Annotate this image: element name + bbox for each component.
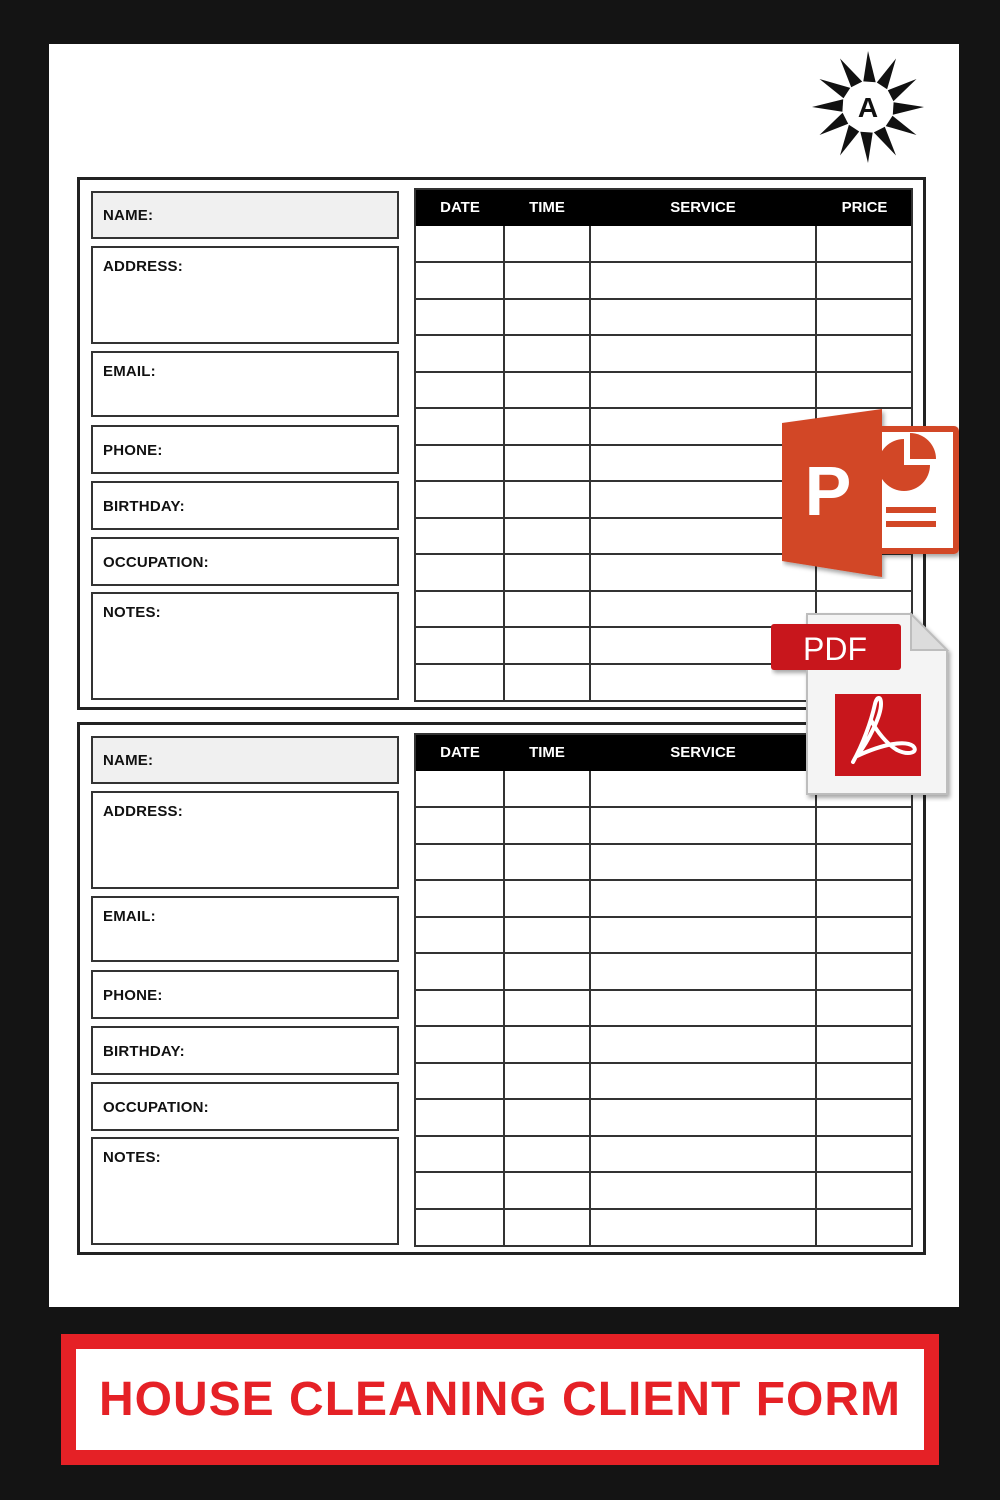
column-divider bbox=[815, 771, 817, 1245]
row-divider bbox=[416, 1098, 911, 1100]
logo-ray bbox=[812, 99, 843, 111]
row-divider bbox=[416, 1025, 911, 1027]
service-column-header: SERVICE bbox=[670, 199, 736, 216]
logo-ray bbox=[886, 116, 917, 135]
logo-ray bbox=[860, 132, 872, 163]
logo-ray bbox=[877, 59, 896, 90]
starburst-logo-icon bbox=[809, 48, 927, 166]
time-column-header: TIME bbox=[529, 199, 565, 216]
birthday-label: BIRTHDAY: bbox=[103, 1043, 185, 1060]
row-divider bbox=[416, 334, 911, 336]
column-divider bbox=[503, 226, 505, 700]
logo-ray bbox=[863, 51, 875, 82]
address-field[interactable] bbox=[91, 791, 399, 889]
row-divider bbox=[416, 843, 911, 845]
notes-field[interactable] bbox=[91, 592, 399, 700]
row-divider bbox=[416, 1135, 911, 1137]
occupation-field[interactable] bbox=[91, 1082, 399, 1131]
service-column-header: SERVICE bbox=[670, 744, 736, 761]
phone-label: PHONE: bbox=[103, 442, 163, 459]
logo-ray bbox=[874, 127, 896, 156]
row-divider bbox=[416, 371, 911, 373]
occupation-field[interactable] bbox=[91, 537, 399, 586]
form-page bbox=[49, 44, 959, 1307]
email-label: EMAIL: bbox=[103, 908, 156, 925]
logo-ray bbox=[888, 79, 917, 101]
row-divider bbox=[416, 261, 911, 263]
phone-label: PHONE: bbox=[103, 987, 163, 1004]
email-field[interactable] bbox=[91, 896, 399, 962]
row-divider bbox=[416, 590, 911, 592]
address-label: ADDRESS: bbox=[103, 803, 183, 820]
occupation-label: OCCUPATION: bbox=[103, 1099, 209, 1116]
column-divider bbox=[589, 771, 591, 1245]
email-field[interactable] bbox=[91, 351, 399, 417]
logo-ray bbox=[840, 59, 862, 88]
logo-letter: A bbox=[857, 92, 879, 123]
date-column-header: DATE bbox=[440, 199, 480, 216]
row-divider bbox=[416, 879, 911, 881]
row-divider bbox=[416, 298, 911, 300]
notes-field[interactable] bbox=[91, 1137, 399, 1245]
price-column-header: PRICE bbox=[841, 199, 888, 216]
time-column-header: TIME bbox=[529, 744, 565, 761]
name-field[interactable] bbox=[91, 736, 399, 784]
logo-ray bbox=[893, 102, 924, 114]
occupation-label: OCCUPATION: bbox=[103, 554, 209, 571]
table-header bbox=[416, 190, 911, 226]
notes-label: NOTES: bbox=[103, 1149, 161, 1166]
row-divider bbox=[416, 1062, 911, 1064]
adobe-pdf-icon bbox=[771, 612, 955, 802]
phone-field[interactable] bbox=[91, 970, 399, 1019]
column-divider bbox=[503, 771, 505, 1245]
row-divider bbox=[416, 1171, 911, 1173]
row-divider bbox=[416, 952, 911, 954]
column-divider bbox=[589, 226, 591, 700]
name-field[interactable] bbox=[91, 191, 399, 239]
date-column-header: DATE bbox=[440, 744, 480, 761]
birthday-field[interactable] bbox=[91, 481, 399, 530]
banner-title: HOUSE CLEANING CLIENT FORM bbox=[99, 1373, 901, 1426]
logo-ray bbox=[820, 113, 849, 135]
email-label: EMAIL: bbox=[103, 363, 156, 380]
logo-ray bbox=[840, 125, 859, 156]
birthday-field[interactable] bbox=[91, 1026, 399, 1075]
logo-ray bbox=[820, 79, 851, 98]
notes-label: NOTES: bbox=[103, 604, 161, 621]
row-divider bbox=[416, 989, 911, 991]
phone-field[interactable] bbox=[91, 425, 399, 474]
service-table-2 bbox=[414, 733, 913, 1247]
title-banner-inner bbox=[76, 1349, 924, 1450]
address-field[interactable] bbox=[91, 246, 399, 344]
name-label: NAME: bbox=[103, 207, 154, 224]
name-label: NAME: bbox=[103, 752, 154, 769]
pdf-label: PDF bbox=[803, 631, 867, 667]
birthday-label: BIRTHDAY: bbox=[103, 498, 185, 515]
row-divider bbox=[416, 916, 911, 918]
address-label: ADDRESS: bbox=[103, 258, 183, 275]
title-banner bbox=[61, 1334, 939, 1465]
row-divider bbox=[416, 1208, 911, 1210]
powerpoint-icon bbox=[782, 409, 960, 579]
row-divider bbox=[416, 806, 911, 808]
powerpoint-letter: P bbox=[804, 452, 852, 530]
